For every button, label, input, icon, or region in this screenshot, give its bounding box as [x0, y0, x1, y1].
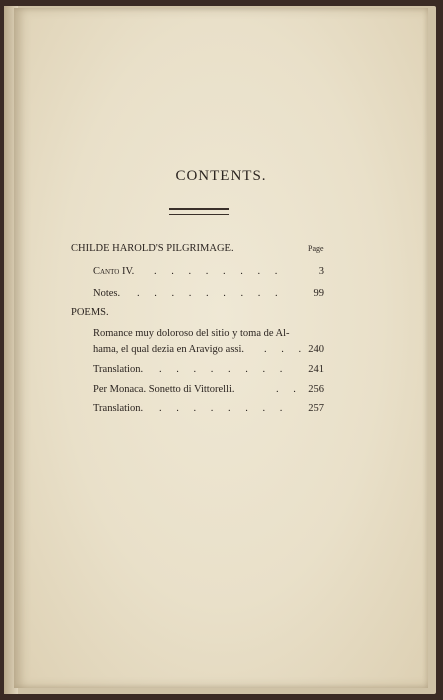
toc-entry-leader-dots: . . . . . . . . . [137, 288, 284, 299]
toc-entry-page-number: 257 [308, 403, 324, 414]
toc-entry-page-number: 241 [308, 364, 324, 375]
toc-entry-label-romance-line2: hama, el qual dezia en Aravigo assi. [93, 344, 245, 355]
toc-entry-label-notes: Notes. [93, 288, 121, 299]
toc-entry-leader-dots: . . . . . . . . [159, 403, 289, 414]
toc-entry-label-translation-2: Translation. [93, 403, 144, 414]
title-rule [169, 208, 229, 215]
toc-entry-page-number: 256 [308, 384, 324, 395]
section-heading-childe-harold: CHILDE HAROLD'S PILGRIMAGE. [71, 243, 234, 254]
toc-entry-leader-dots: . . . . . . . . [154, 266, 284, 277]
toc-entry-page-number: 99 [313, 288, 324, 299]
page-column-label: Page [308, 244, 324, 253]
page-title: CONTENTS. [175, 168, 267, 184]
toc-entry-label-canto-iv: Canto IV. [93, 266, 135, 277]
toc-entry-label-per-monaca: Per Monaca. Sonetto di Vittorelli. [93, 384, 235, 395]
toc-entry-leader-dots: . . . . . . . . [159, 364, 289, 375]
toc-entry-page-number: 3 [318, 266, 324, 277]
toc-entry-leader-dots: . . . [264, 344, 308, 355]
book-page [14, 8, 428, 688]
toc-entry-leader-dots: . . [276, 384, 302, 395]
section-heading-poems: POEMS. [71, 307, 109, 318]
toc-entry-label-romance-line1: Romance muy doloroso del sitio y toma de Al- [93, 328, 290, 339]
toc-entry-page-number: 240 [308, 344, 324, 355]
toc-entry-label-translation-1: Translation. [93, 364, 144, 375]
